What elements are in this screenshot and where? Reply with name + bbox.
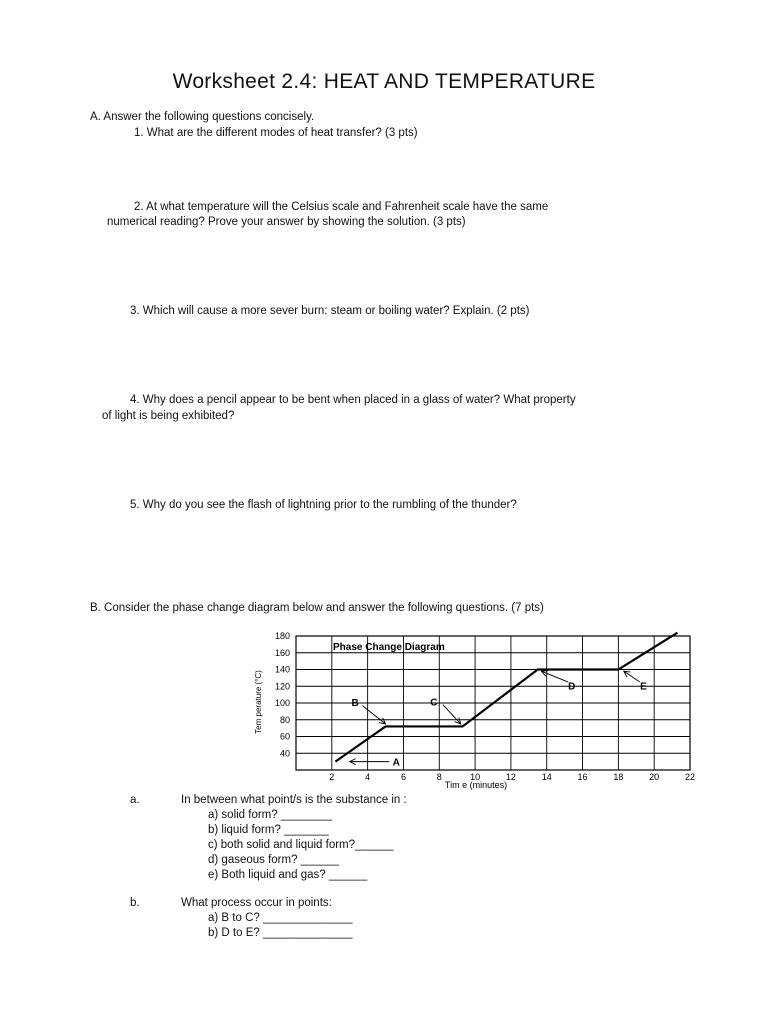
annotation-arrow <box>624 671 640 682</box>
section-a-intro: A. Answer the following questions concisely. <box>90 111 315 123</box>
x-tick-label: 12 <box>505 772 516 782</box>
x-tick-label: 14 <box>541 772 552 782</box>
annotation-arrow <box>362 706 385 724</box>
annotation-arrowhead <box>624 671 631 677</box>
x-tick-label: 2 <box>329 772 335 782</box>
question-1: 1. What are the different modes of heat transfer? (3 pts) <box>134 127 418 139</box>
x-tick-label: 8 <box>436 772 442 782</box>
part-a-marker: a. <box>130 794 140 806</box>
question-2-line-2: numerical reading? Prove your answer by showing the solution. (3 pts) <box>107 216 466 228</box>
point-label: D <box>568 681 576 693</box>
question-5: 5. Why do you see the flash of lightning prior to the rumbling of the thunder? <box>130 499 517 511</box>
part-b-marker: b. <box>130 897 140 909</box>
question-2-line-1: 2. At what temperature will the Celsius scale and Fahrenheit scale have the same <box>134 201 549 213</box>
y-tick-label: 80 <box>279 714 290 725</box>
part-a-option-a: a) solid form? ________ <box>208 809 333 821</box>
part-b-option-b: b) D to E? ______________ <box>208 927 353 939</box>
x-tick-label: 18 <box>613 772 624 782</box>
x-tick-label: 16 <box>577 772 588 782</box>
part-a-option-e: e) Both liquid and gas? ______ <box>208 869 368 881</box>
annotation-arrow <box>541 671 568 682</box>
x-tick-label: 22 <box>684 772 696 782</box>
x-tick-label: 4 <box>365 772 371 782</box>
worksheet-title: Worksheet 2.4: HEAT AND TEMPERATURE <box>172 70 596 93</box>
x-tick-label: 20 <box>649 772 660 782</box>
y-tick-label: 40 <box>279 748 290 759</box>
y-tick-label: 180 <box>274 631 290 641</box>
chart-title: Phase Change Diagram <box>333 642 445 653</box>
part-a-option-b: b) liquid form? _______ <box>208 824 329 836</box>
section-b-intro: B. Consider the phase change diagram below and answer the following questions. (7 pts) <box>90 602 544 614</box>
part-b-question: What process occur in points: <box>181 897 332 909</box>
part-a-option-c: c) both solid and liquid form?______ <box>208 839 394 851</box>
part-a-question: In between what point/s is the substance in : <box>181 794 407 806</box>
y-tick-label: 140 <box>274 664 290 675</box>
y-tick-label: 120 <box>274 681 290 692</box>
y-tick-label: 100 <box>274 698 290 708</box>
point-label: A <box>392 757 400 769</box>
point-label: E <box>640 681 647 693</box>
question-4-line-1: 4. Why does a pencil appear to be bent when placed in a glass of water? What property <box>130 394 576 406</box>
point-label: C <box>430 697 438 709</box>
y-axis-label: Tem perature (°C) <box>254 670 263 734</box>
x-tick-label: 10 <box>470 772 481 782</box>
part-b-option-a: a) B to C? ______________ <box>208 912 353 924</box>
x-tick-label: 6 <box>400 772 406 782</box>
question-4-line-2: of light is being exhibited? <box>102 410 235 422</box>
point-label: B <box>351 698 359 710</box>
phase-change-chart <box>250 630 700 795</box>
y-tick-label: 160 <box>274 647 290 658</box>
y-tick-label: 60 <box>279 731 290 742</box>
part-a-option-d: d) gaseous form? ______ <box>208 854 340 866</box>
phase-change-chart-svg <box>250 630 700 795</box>
x-axis-label: Tim e (minutes) <box>444 780 508 790</box>
question-3: 3. Which will cause a more sever burn: steam or boiling water? Explain. (2 pts) <box>130 305 530 317</box>
annotation-arrow <box>443 705 461 724</box>
